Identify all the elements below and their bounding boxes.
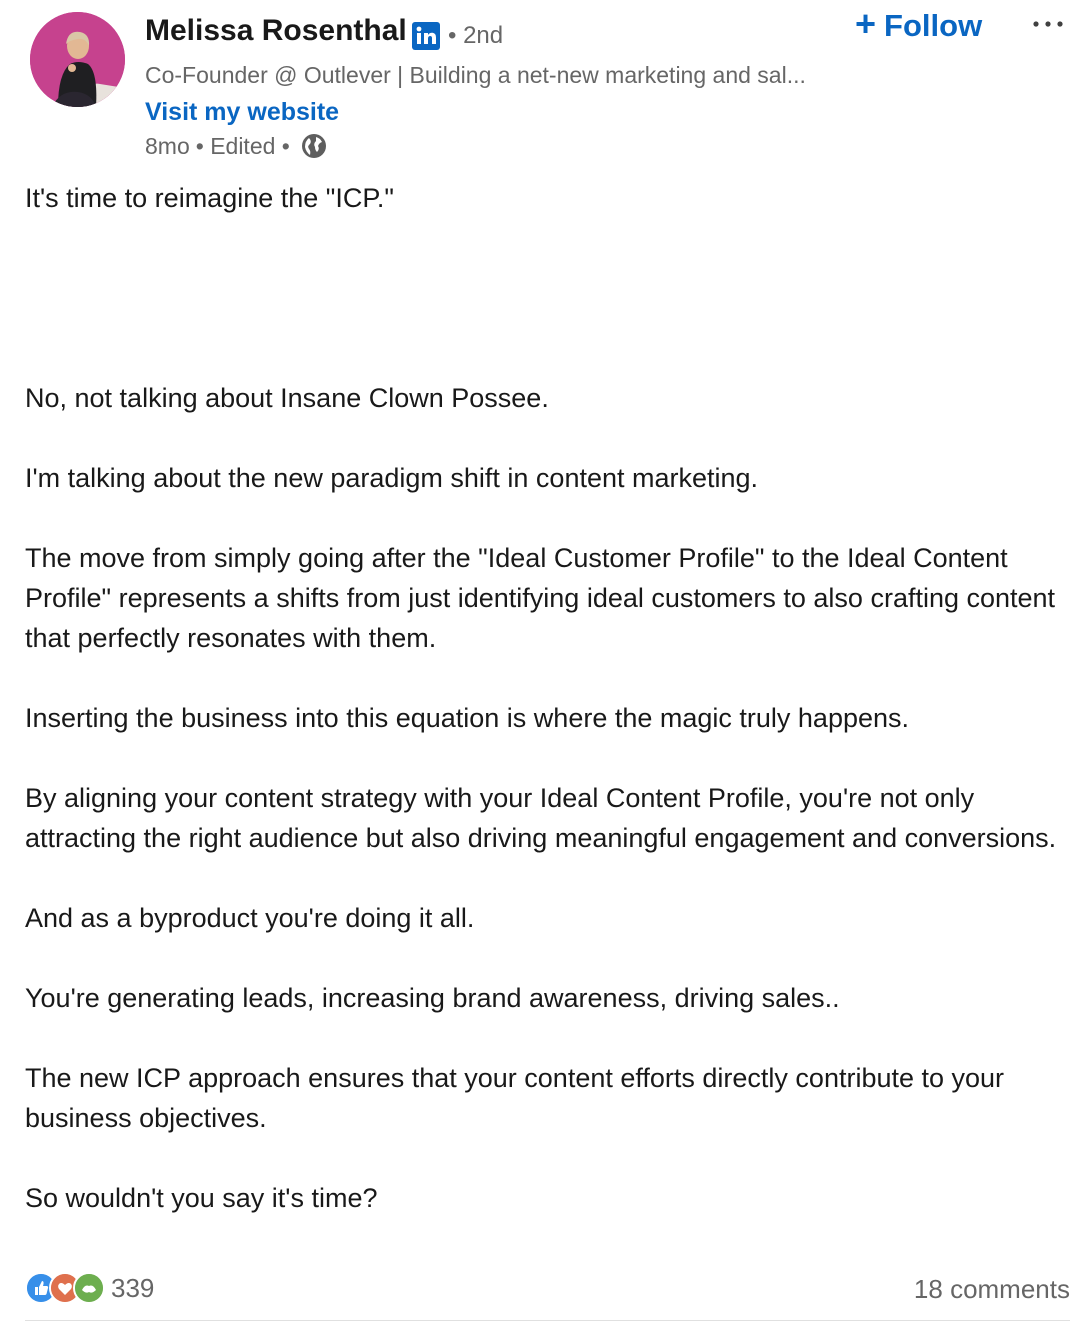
- post-time: 8mo: [145, 132, 190, 159]
- reaction-count[interactable]: 339: [111, 1272, 155, 1303]
- post-edited: • Edited •: [195, 132, 290, 159]
- post-paragraph: You're generating leads, increasing brand awareness, driving sales..: [25, 983, 840, 1013]
- reactions-summary[interactable]: [25, 1272, 154, 1304]
- post-body: [25, 178, 1065, 1218]
- linkedin-badge-icon: [412, 22, 440, 50]
- plus-icon: +: [855, 3, 877, 44]
- more-horizontal-icon[interactable]: [1028, 8, 1068, 38]
- avatar-photo: [30, 12, 125, 107]
- post-paragraph: The move from simply going after the "Ideal Customer Profile" to the Ideal Content Profile" represents a shifts from just identifying ideal customers to also crafting content that perfectly resonates with them.: [25, 543, 1056, 653]
- follow-button[interactable]: [855, 3, 983, 46]
- divider: [25, 1320, 1070, 1321]
- connection-degree: • 2nd: [448, 22, 504, 49]
- author-headline: Co-Founder @ Outlever | Building a net-new marketing and sal...: [145, 62, 806, 88]
- support-icon: [73, 1272, 105, 1304]
- author-name[interactable]: Melissa Rosenthal: [145, 14, 407, 47]
- post-paragraph: And as a byproduct you're doing it all.: [25, 903, 475, 933]
- post-paragraph: No, not talking about Insane Clown Possee.: [25, 383, 549, 413]
- post-paragraph: By aligning your content strategy with your Ideal Content Profile, you're not only attracting the right audience but also driving meaningful engagement and conversions.: [25, 783, 1057, 853]
- post-paragraph: The new ICP approach ensures that your content efforts directly contribute to your business objectives.: [25, 1063, 1005, 1133]
- post-paragraph: It's time to reimagine the "ICP.": [25, 183, 394, 213]
- visit-website-link[interactable]: Visit my website: [145, 98, 340, 126]
- globe-icon: [300, 132, 328, 160]
- post-paragraph: So wouldn't you say it's time?: [25, 1183, 378, 1213]
- follow-label: Follow: [884, 8, 983, 43]
- post-meta: [145, 132, 328, 160]
- post-paragraph: I'm talking about the new paradigm shift in content marketing.: [25, 463, 759, 493]
- comments-count[interactable]: 18 comments: [913, 1274, 1070, 1304]
- avatar[interactable]: [30, 12, 125, 107]
- post-paragraph: Inserting the business into this equation is where the magic truly happens.: [25, 703, 910, 733]
